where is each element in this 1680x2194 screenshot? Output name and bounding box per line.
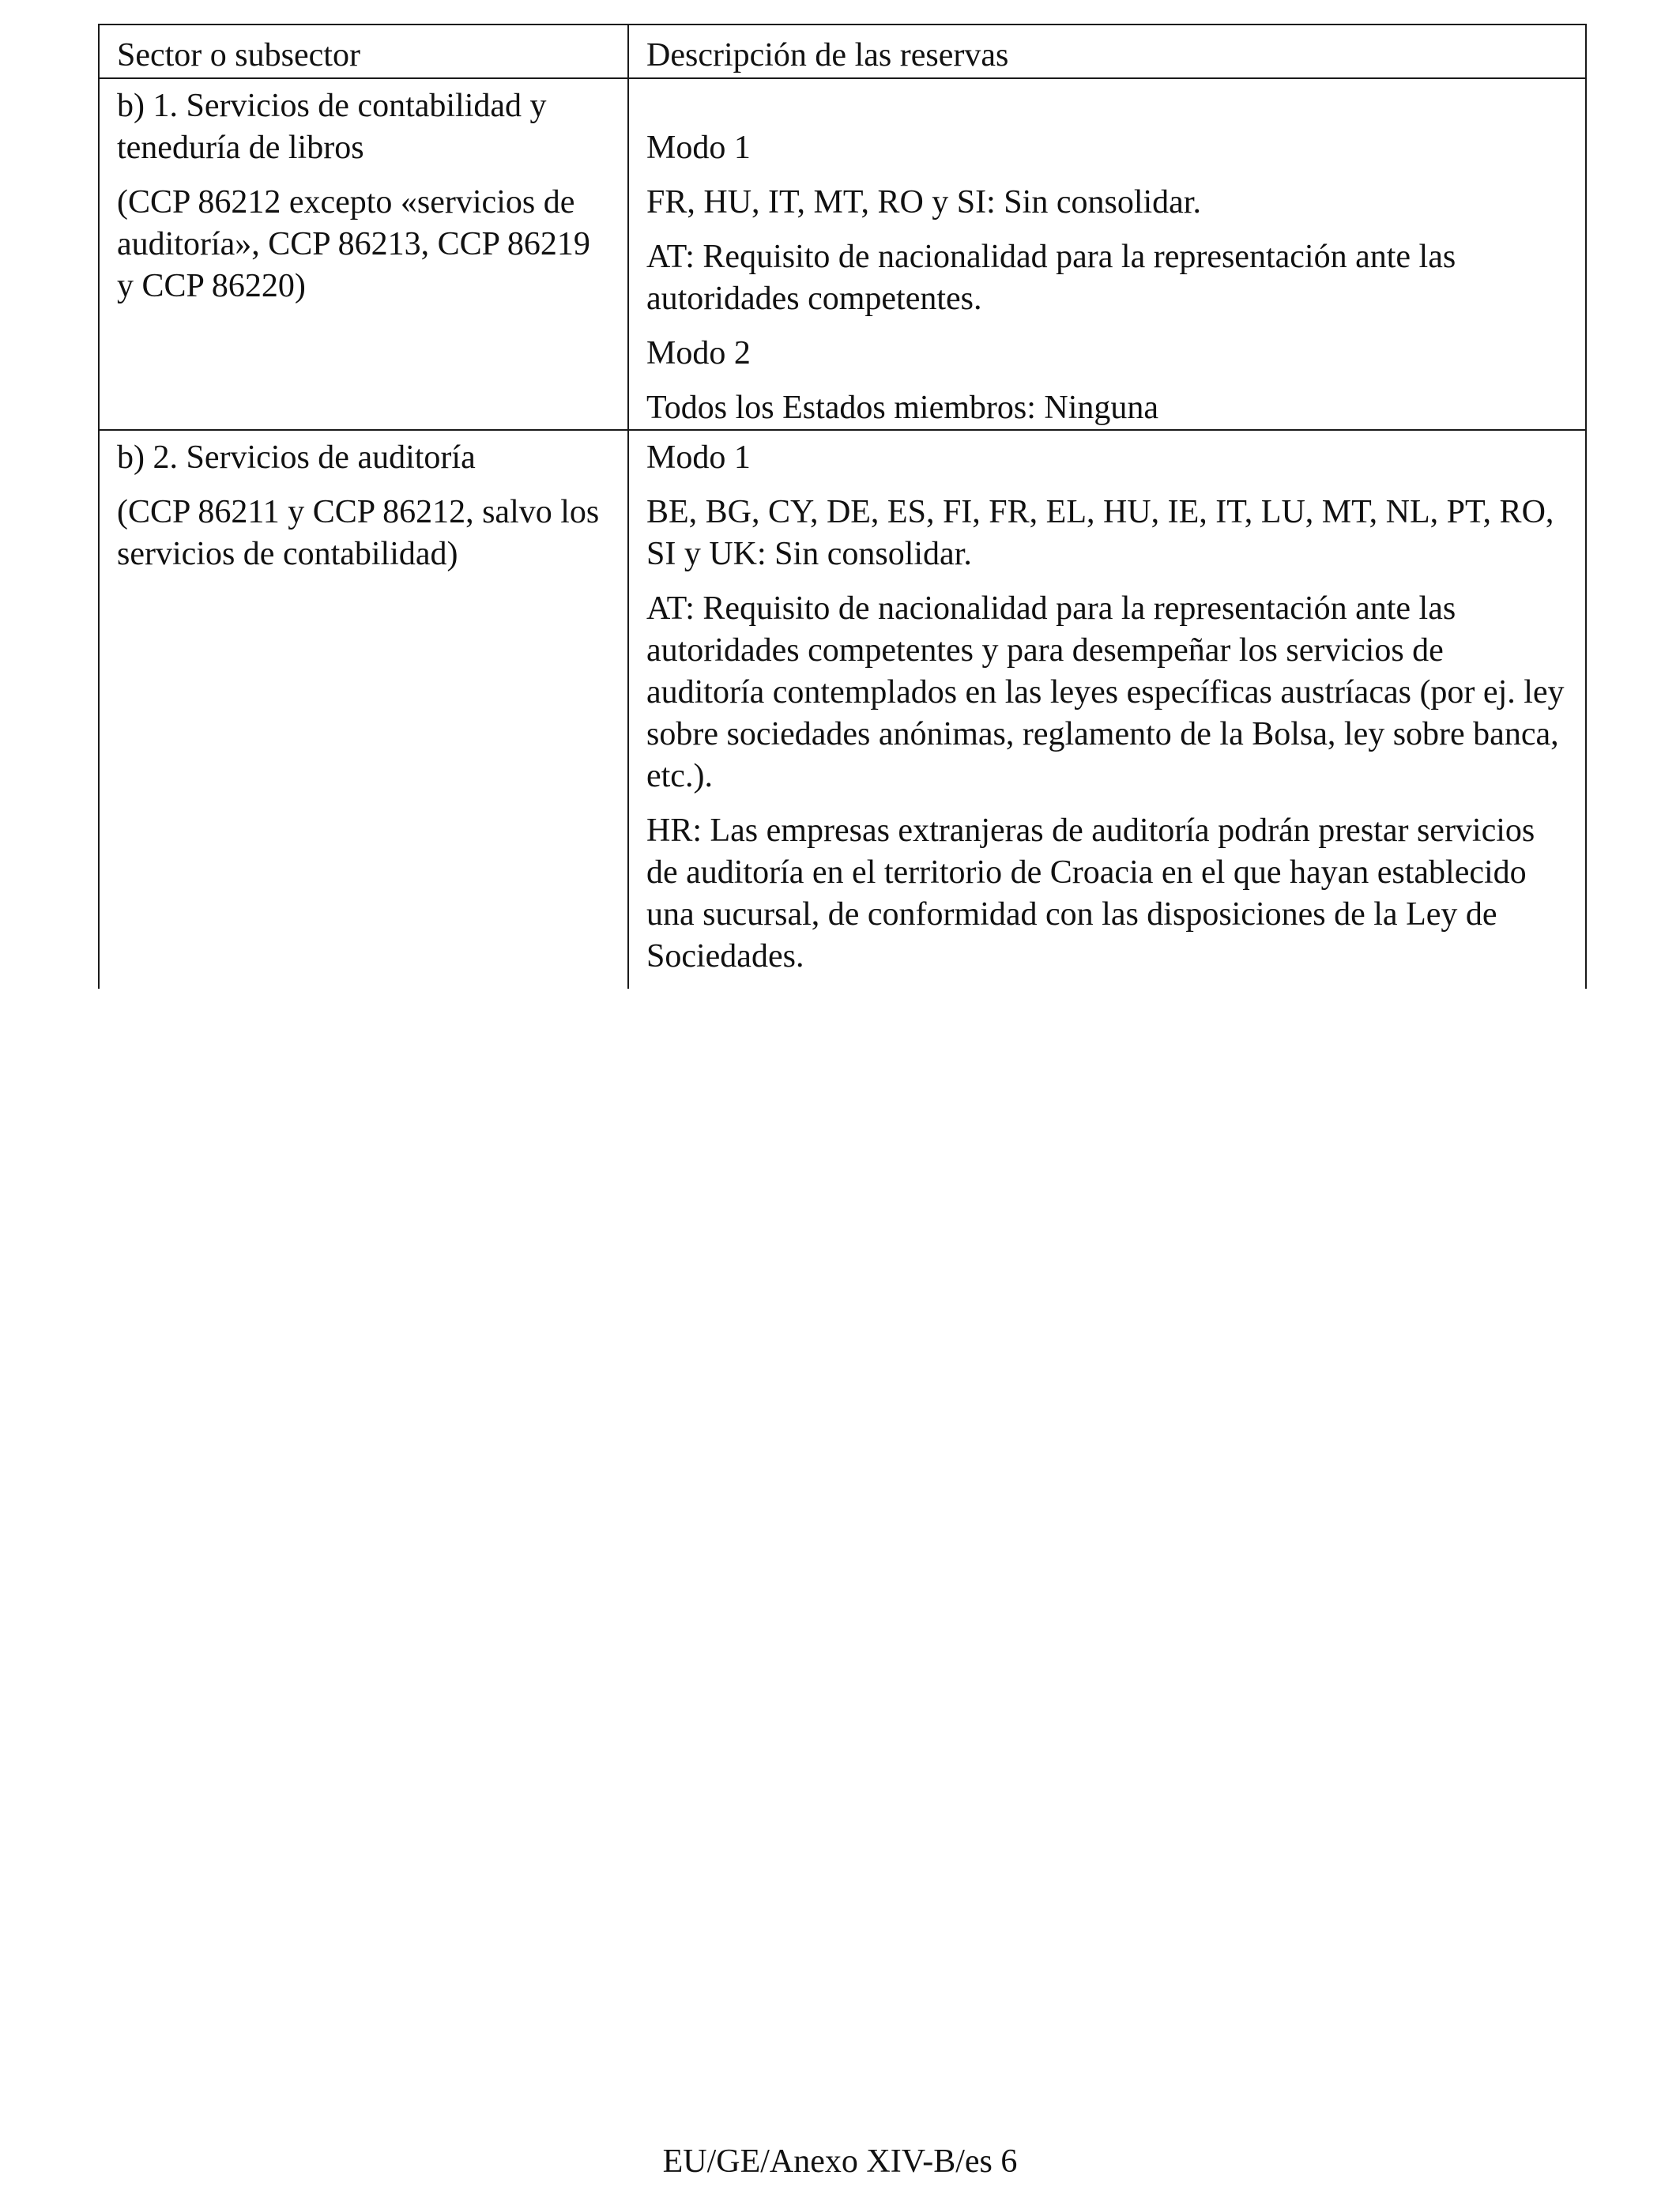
reservation-text: FR, HU, IT, MT, RO y SI: Sin consolidar. [646, 184, 1201, 221]
reservations-table [98, 24, 1587, 989]
reservation-text: AT: Requisito de nacionalidad para la representación ante las autoridades competentes. [646, 239, 1456, 317]
page-footer: EU/GE/Anexo XIV-B/es 6 [662, 2143, 1018, 2180]
description-cell [628, 78, 1586, 430]
description-cell [628, 430, 1586, 989]
sector-cell [99, 430, 628, 989]
table-row [99, 430, 1586, 989]
sector-title: b) 1. Servicios de contabilidad y teneduría de libros [117, 88, 547, 166]
reservation-text: HR: Las empresas extranjeras de auditoría podrán prestar servicios de auditoría en el territorio de Croacia en el que hayan establecido una sucursal, de conformidad con las disposiciones de la Ley de Sociedades. [646, 812, 1535, 974]
header-sector: Sector o subsector [99, 25, 628, 78]
sector-codes: (CCP 86211 y CCP 86212, salvo los servicios de contabilidad) [117, 494, 600, 572]
mode-heading: Modo 1 [646, 130, 751, 166]
mode-heading: Modo 2 [646, 335, 751, 371]
reservation-text: BE, BG, CY, DE, ES, FI, FR, EL, HU, IE, IT, LU, MT, NL, PT, RO, SI y UK: Sin consolidar. [646, 494, 1554, 572]
table-row [99, 78, 1586, 430]
sector-codes: (CCP 86212 excepto «servicios de auditoría», CCP 86213, CCP 86219 y CCP 86220) [117, 184, 590, 304]
header-description: Descripción de las reservas [628, 25, 1586, 78]
reservation-text: Todos los Estados miembros: Ninguna [646, 390, 1159, 426]
table-header-row [99, 25, 1586, 78]
reservation-text: AT: Requisito de nacionalidad para la representación ante las autoridades competentes y para desempeñar los servicios de auditoría contemplados en las leyes específicas austríacas (por ej. ley sobre sociedades anónimas, reglamento de la Bolsa, ley sobre banca, etc.). [646, 590, 1565, 794]
sector-cell [99, 78, 628, 430]
mode-heading: Modo 1 [646, 439, 751, 476]
sector-title: b) 2. Servicios de auditoría [117, 439, 476, 476]
